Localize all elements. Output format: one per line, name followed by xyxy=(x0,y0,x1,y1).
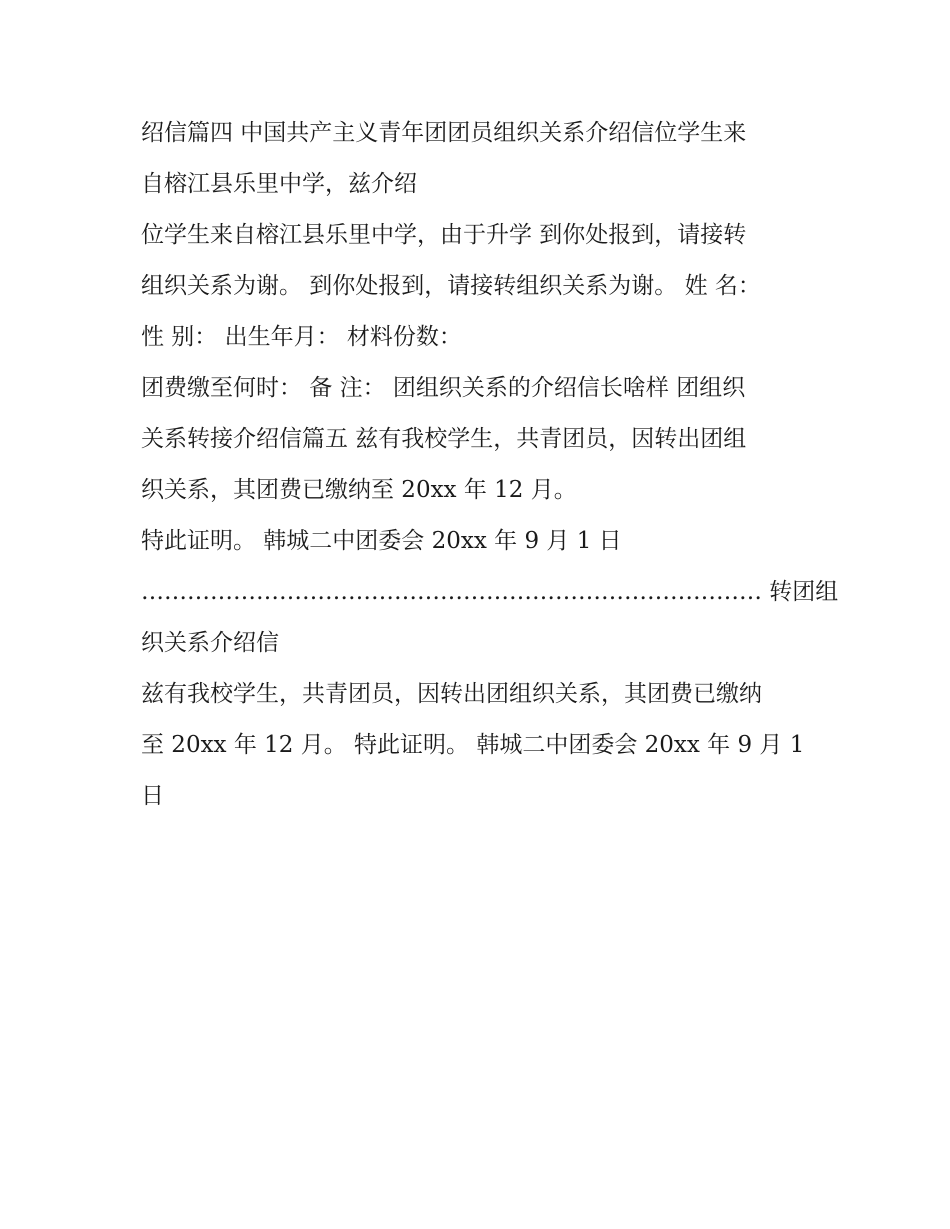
text-line: 至 20xx 年 12 月。 特此证明。 韩城二中团委会 20xx 年 9 月 1 xyxy=(141,732,805,758)
text-line: 位学生来自榕江县乐里中学，由于升学 到你处报到，请接转 xyxy=(141,222,747,248)
text-line: 日 xyxy=(141,783,164,809)
text-line: 兹有我校学生，共青团员，因转出团组织关系，其团费已缴纳 xyxy=(141,681,762,707)
dotted-leader-line: ……………………………………………………………………… 转团组 xyxy=(141,579,839,605)
text-line: 绍信篇四 中国共产主义青年团团员组织关系介绍信位学生来 xyxy=(141,120,747,146)
text-line: 织关系，其团费已缴纳至 20xx 年 12 月。 xyxy=(141,477,577,503)
text-line: 关系转接介绍信篇五 兹有我校学生，共青团员，因转出团组 xyxy=(141,426,747,452)
text-line: 织关系介绍信 xyxy=(141,630,279,656)
document-body xyxy=(141,108,839,822)
text-line: 性 别： 出生年月： 材料份数： xyxy=(141,324,462,350)
text-line: 自榕江县乐里中学，兹介绍 xyxy=(141,171,417,197)
text-line: 组织关系为谢。 到你处报到，请接转组织关系为谢。 姓 名： xyxy=(141,273,761,299)
text-line: 团费缴至何时： 备 注： 团组织关系的介绍信长啥样 团组织 xyxy=(141,375,746,401)
text-line: 特此证明。 韩城二中团委会 20xx 年 9 月 1 日 xyxy=(141,528,622,554)
